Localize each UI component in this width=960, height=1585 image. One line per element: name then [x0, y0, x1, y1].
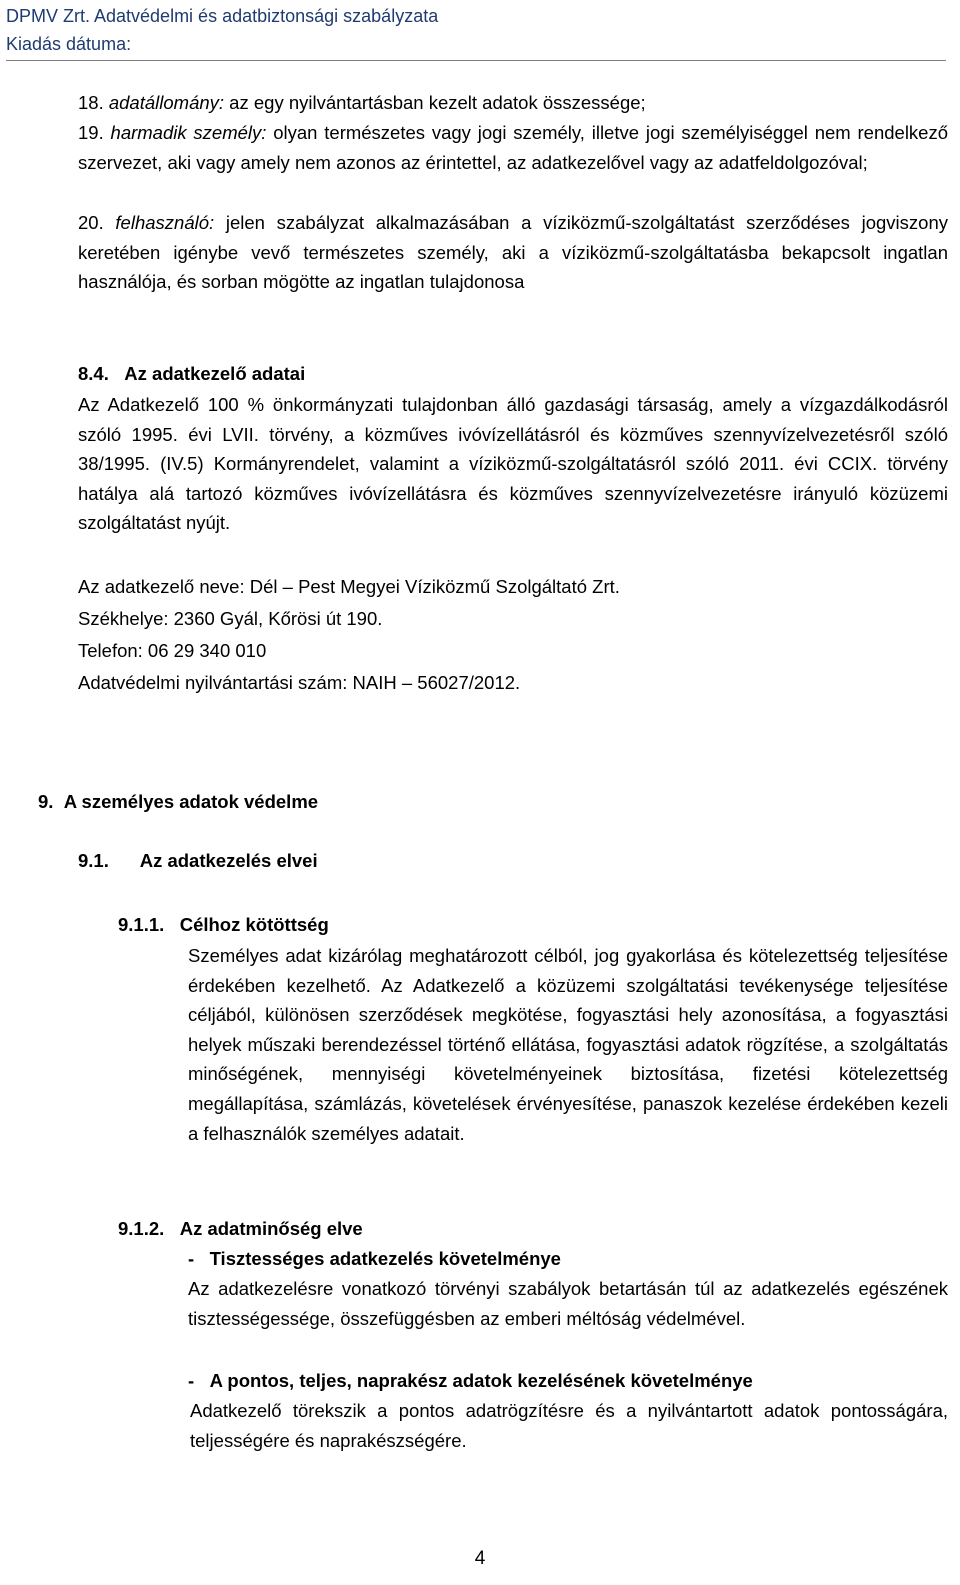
bullet-accurate-data: - A pontos, teljes, naprakész adatok kezelésének követelménye: [188, 1370, 753, 1391]
definition-19: 19. harmadik személy: olyan természetes vagy jogi személy, illetve jogi személyiséggel nem rendelkező szervezet, aki vagy amely nem azonos az érintettel, az adatkezelővel vagy az adatfeldolgozóval;: [78, 122, 949, 173]
controller-phone: Telefon: 06 29 340 010: [78, 640, 267, 661]
section-8-4-body: Az Adatkezelő 100 % önkormányzati tulajdonban álló gazdasági társaság, amely a vízgazdálkodásról szóló 1995. évi LVII. törvény, a közműves ivóvízellátásról és közműves szennyvízelvezetésről szóló 38/1995. (IV.5) Kormányrendelet, valamint a víziközmű-szolgáltatásról szóló 2011. évi CCIX. törvény hatálya alá tartozó közműves ivóvízellátásra és közműves szennyvízelvezetésre irányuló közüzemi szolgáltatást nyújt.: [78, 394, 948, 534]
page-header: [6, 2, 946, 61]
document-title: DPMV Zrt. Adatvédelmi és adatbiztonsági szabályzata: [6, 6, 439, 26]
section-9-1-2-heading: 9.1.2. Az adatminőség elve: [118, 1218, 363, 1239]
page-number: 4: [474, 1548, 486, 1569]
accurate-data-body: Adatkezelő törekszik a pontos adatrögzítésre és a nyilvántartott adatok pontosságára, teljességére és naprakészségére.: [190, 1400, 948, 1451]
section-9-1-1-heading: 9.1.1. Célhoz kötöttség: [118, 914, 329, 935]
definition-20: 20. felhasználó: jelen szabályzat alkalmazásában a víziközmű-szolgáltatást szerződéses jogviszony keretében igénybe vevő természetes személy, aki a víziközmű-szolgáltatásba bekapcsolt ingatlan használója, és sorban mögötte az ingatlan tulajdonosa: [78, 212, 948, 293]
definition-18: 18. adatállomány: az egy nyilvántartásban kezelt adatok összessége;: [78, 92, 646, 113]
fair-processing-body: Az adatkezelésre vonatkozó törvényi szabályok betartásán túl az adatkezelés egészének tisztességessége, összefüggésben az emberi méltóság védelmével.: [188, 1278, 948, 1329]
section-9-heading: 9. A személyes adatok védelme: [38, 791, 319, 812]
section-8-4-heading: 8.4. Az adatkezelő adatai: [78, 363, 306, 384]
controller-name: Az adatkezelő neve: Dél – Pest Megyei Víziközmű Szolgáltató Zrt.: [78, 576, 620, 597]
controller-seat: Székhelye: 2360 Gyál, Kőrösi út 190.: [78, 608, 383, 629]
issue-date-label: Kiadás dátuma:: [6, 34, 132, 54]
section-9-1-1-body: Személyes adat kizárólag meghatározott célból, jog gyakorlása és kötelezettség teljesítése érdekében kezelhető. Az Adatkezelő a közüzemi szolgáltatási tevékenysége teljesítése céljából, különösen szerződések megkötése, fogyasztási hely azonosítása, a fogyasztási helyek műszaki berendezéssel történő ellátása, fogyasztási adatok rögzítése, a szolgáltatás minőségének, mennyiségi követelményeinek biztosítása, fizetési kötelezettség megállapítása, számlázás, követelések érvényesítése, panaszok kezelése érdekében kezeli a felhasználók személyes adatait.: [188, 945, 948, 1144]
registration-number: Adatvédelmi nyilvántartási szám: NAIH – 56027/2012.: [78, 672, 521, 693]
bullet-fair-processing: - Tisztességes adatkezelés követelménye: [188, 1248, 561, 1269]
section-9-1-heading: 9.1. Az adatkezelés elvei: [78, 850, 318, 871]
